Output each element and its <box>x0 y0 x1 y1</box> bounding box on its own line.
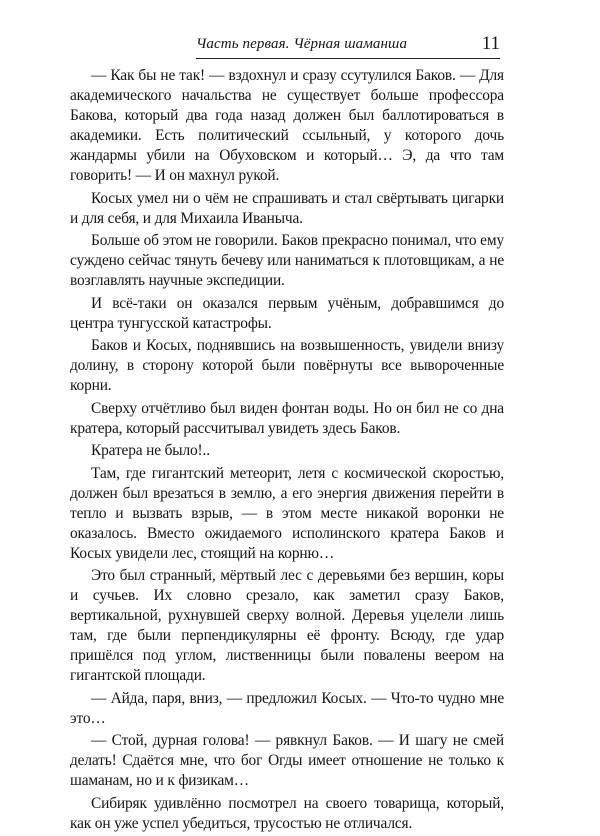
body-text <box>70 66 504 836</box>
paragraph: — Стой, дурная голова! — рявкнул Баков. — И шагу не смей делать! Сдаётся мне, что бог Огды имеет отношение не только к шаманам, но и к физикам… <box>70 732 504 789</box>
paragraph: Там, где гигантский метеорит, летя с космической скоростью, должен был врезаться в землю, а его энергия движения перейти в тепло и вызвать взрыв, — в этом месте никакой воронки не оказалось. Вместо ожидаемого исполинского кратера Баков и Косых увидели лес, стоящий на корню… <box>70 464 504 562</box>
paragraph: Сибиряк удивлённо посмотрел на своего товарища, который, как он уже успел убедиться, трусостью не отличался. <box>70 794 504 832</box>
paragraph: — Айда, паря, вниз, — предложил Косых. — Что-то чудно мне это… <box>70 689 504 727</box>
paragraph: Это был странный, мёртвый лес с деревьями без вершин, коры и сучьев. Их словно срезало, как заметил сразу Баков, вертикальной, рухнувшей сверху волной. Деревья уцелели лишь там, где были перпендикулярны её фронту. Всюду, где удар пришёлся под углом, лиственницы были повалены веером на гигантской площади. <box>70 567 504 684</box>
paragraph: Кратера не было!.. <box>91 442 210 459</box>
paragraph: Косых умел ни о чём не спрашивать и стал свёртывать цигарки и для себя, и для Михаила Иваныча. <box>70 189 504 227</box>
chapter-title: Часть первая. Чёрная шаманша <box>196 36 408 52</box>
paragraph: Сверху отчётливо был виден фонтан воды. Но он бил не со дна кратера, который рассчитывал увидеть здесь Баков. <box>70 399 504 437</box>
paragraph: — Как бы не так! — вздохнул и сразу ссутулился Баков. — Для академического начальства не существует больше профессора Бакова, который два года назад должен был баллотироваться в академики. Есть политический ссыльный, у которого дочь жандармы убили на Обуховском и который… Э, да что там говорить! — И он махнул рукой. <box>70 67 504 184</box>
paragraph: Баков и Косых, поднявшись на возвышенность, увидели внизу долину, в сторону которой были повёрнуты все вывороченные корни. <box>70 337 504 394</box>
running-header <box>196 33 500 60</box>
header-rule <box>196 58 500 59</box>
paragraph: Больше об этом не говорили. Баков прекрасно понимал, что ему суждено сейчас тянуть бечеву или наниматься к плотовщикам, а не возглавлять научные экспедиции. <box>70 232 504 289</box>
paragraph: И всё-таки он оказался первым учёным, добравшимся до центра тунгусской катастрофы. <box>70 294 504 332</box>
page-number: 11 <box>481 33 500 54</box>
